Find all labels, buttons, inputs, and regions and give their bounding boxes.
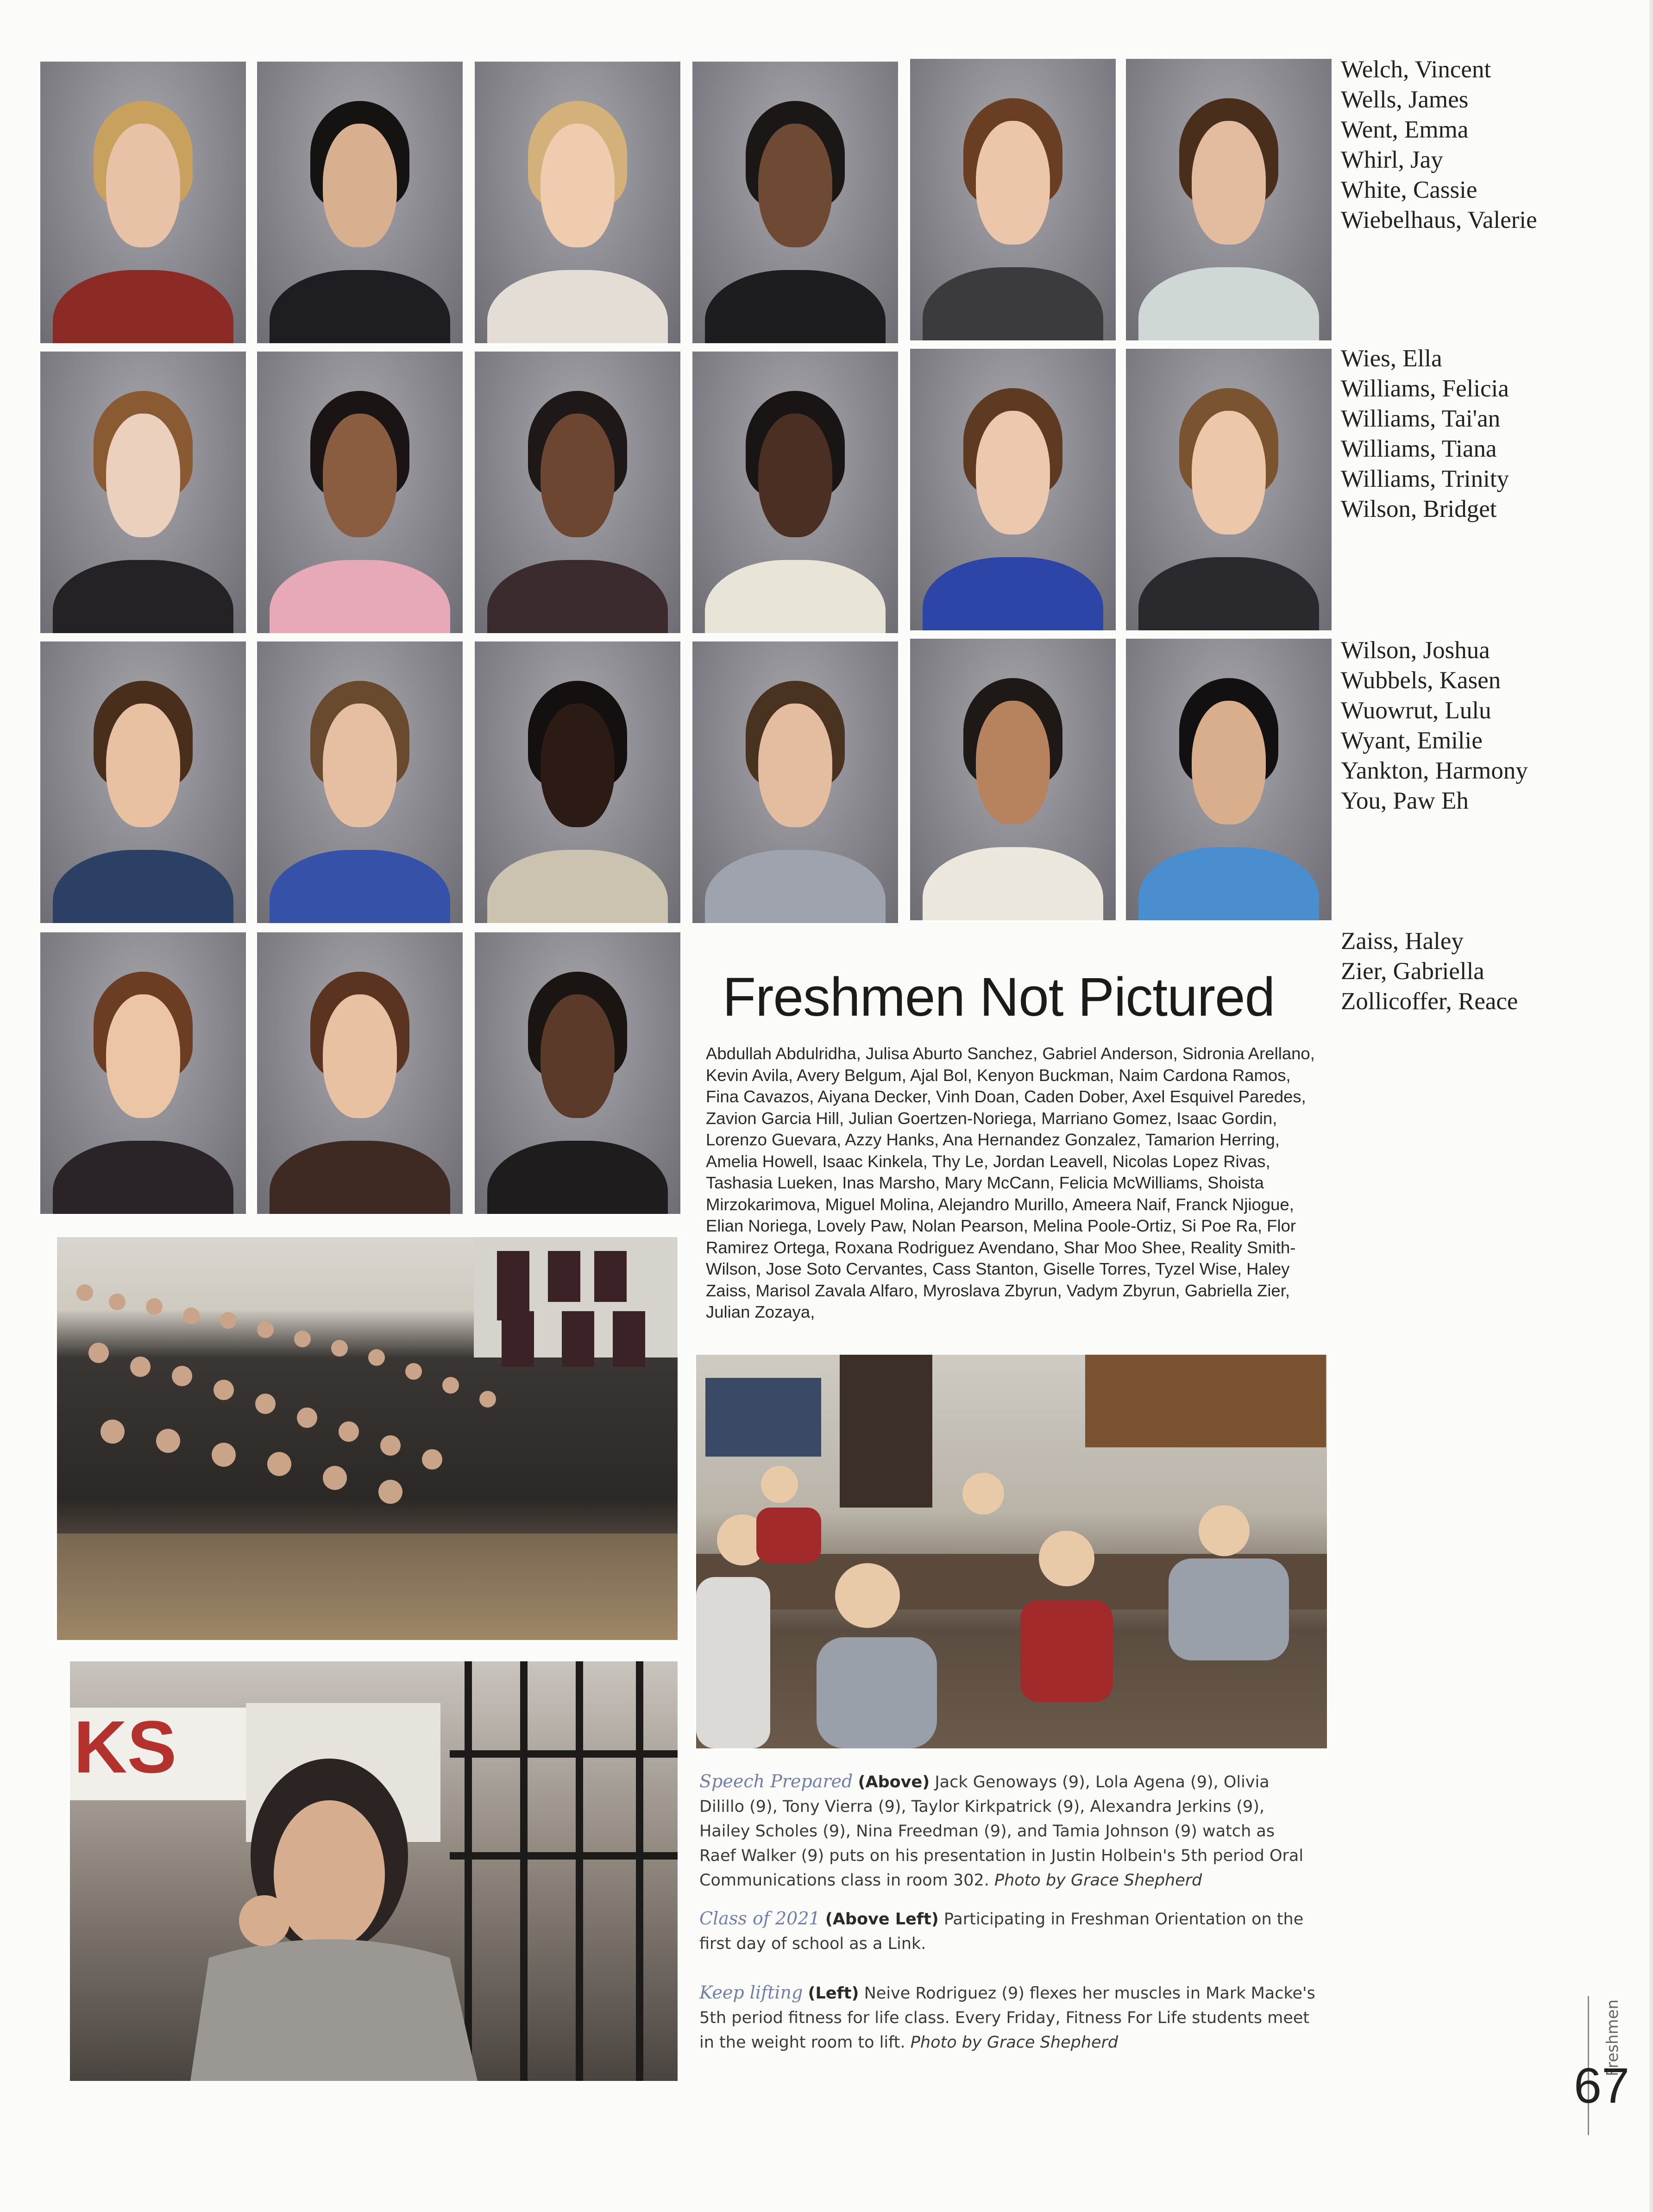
section-tab: Freshmen xyxy=(1603,1999,1622,2077)
student-name: Williams, Trinity xyxy=(1341,465,1509,492)
portrait-shoulders xyxy=(53,1141,234,1215)
student-name: Went, Emma xyxy=(1341,116,1469,143)
portrait-shoulders xyxy=(923,557,1104,632)
portrait-shoulders xyxy=(923,847,1104,922)
student-name: Williams, Felicia xyxy=(1341,375,1509,402)
student-portrait xyxy=(473,60,682,345)
portrait-face xyxy=(323,704,397,828)
portrait-shoulders xyxy=(53,270,234,345)
student-portrait xyxy=(691,60,899,345)
portrait-face xyxy=(758,704,832,828)
portrait-face xyxy=(541,414,615,538)
student-portrait xyxy=(39,931,247,1215)
student-name: Wubbels, Kasen xyxy=(1341,667,1501,694)
caption-direction: (Above Left) xyxy=(825,1910,939,1929)
caption-kicker: Keep lifting xyxy=(699,1982,803,2003)
student-name: Zollicoffer, Reace xyxy=(1341,988,1518,1015)
student-name: Yankton, Harmony xyxy=(1341,757,1528,784)
gym-sign: KS xyxy=(74,1705,177,1788)
student-portrait xyxy=(256,931,464,1215)
portrait-shoulders xyxy=(1138,847,1320,922)
portrait-face xyxy=(1192,121,1266,245)
portrait-face xyxy=(758,414,832,538)
portrait-shoulders xyxy=(270,560,451,635)
student-portrait xyxy=(256,60,464,345)
student-name: Wilson, Bridget xyxy=(1341,496,1497,522)
portrait-face xyxy=(758,124,832,248)
student-name: Wyant, Emilie xyxy=(1341,727,1483,754)
portrait-shoulders xyxy=(487,850,668,924)
student-name: Williams, Tiana xyxy=(1341,435,1497,462)
student-portrait xyxy=(1125,57,1333,342)
caption-kicker: Class of 2021 xyxy=(699,1908,820,1929)
caption-direction: (Left) xyxy=(808,1984,859,2003)
student-portrait xyxy=(473,640,682,924)
portrait-face xyxy=(106,124,180,248)
student-portrait xyxy=(39,640,247,924)
classroom-photo xyxy=(695,1353,1328,1750)
portrait-shoulders xyxy=(923,267,1104,342)
not-pictured-list: Abdullah Abdulridha, Julisa Aburto Sanchez, Gabriel Anderson, Sidronia Arellano, Kevin Avila, Avery Belgum, Ajal Bol, Kenyon Buckman, Naim Cardona Ramos, Fina Cavazos, Aiyana Decker, Vinh Doan, Caden Dober, Axel Esquivel Paredes, Zavion Garcia Hill, Julian Goertzen-Noriega, Marriano Gomez, Isaac Gordin, Lorenzo Guevara, Azzy Hanks, Ana Hernandez Gonzalez, Tamarion Herring, Amelia Howell, Isaac Kinkela, Thy Le, Jordan Leavell, Nicolas Lopez Rivas, Tashasia Lueken, Inas Marsho, Mary McCann, Felicia McWilliams, Shoista Mirzokarimova, Miguel Molina, Alejandro Murillo, Ameera Naif, Franck Njiogue, Elian Noriega, Lovely Paw, Nolan Pearson, Melina Poole-Ortiz, Si Poe Ra, Flor Ramirez Ortega, Roxana Rodriguez Avendano, Shar Moo Shee, Reality Smith-Wilson, Jose Soto Cervantes, Cass Stanton, Giselle Torres, Tyzel Wise, Haley Zaiss, Marisol Zavala Alfaro, Myroslava Zbyrun, Vadym Zbyrun, Gabriella Zier, Julian Zozaya, xyxy=(706,1044,1315,1321)
classroom-illustration xyxy=(696,1355,1327,1748)
portrait-shoulders xyxy=(53,850,234,924)
student-name: Wilson, Joshua xyxy=(1341,637,1490,664)
portrait-face xyxy=(1192,701,1266,825)
student-portrait xyxy=(39,60,247,345)
student-portrait xyxy=(473,350,682,635)
portrait-shoulders xyxy=(270,1141,451,1215)
student-name: Wells, James xyxy=(1341,86,1469,113)
weight-room-photo xyxy=(69,1660,679,2082)
caption-speech xyxy=(699,1769,1315,1893)
student-name: Zaiss, Haley xyxy=(1341,928,1464,955)
portrait-face xyxy=(976,121,1050,245)
portrait-face xyxy=(323,414,397,538)
student-portrait xyxy=(909,347,1117,632)
student-portrait xyxy=(473,931,682,1215)
portrait-shoulders xyxy=(270,850,451,924)
name-list-row-4 xyxy=(1341,926,1637,1017)
portrait-face xyxy=(976,701,1050,825)
caption-kicker: Speech Prepared xyxy=(699,1771,853,1791)
student-portrait xyxy=(691,350,899,635)
portrait-shoulders xyxy=(487,270,668,345)
portrait-shoulders xyxy=(1138,557,1320,632)
portrait-face xyxy=(106,994,180,1119)
caption-text: Jack Genoways (9), Lola Agena (9), Olivia Dilillo (9), Tony Vierra (9), Taylor Kirkpatrick (9), Alexandra Jerkins (9), Hailey Scholes (9), Nina Freedman (9), and Tamia Johnson (9) watch as Raef Walker (9) puts on his presentation in Justin Holbein's 5th period Oral Communications class in room 302. xyxy=(699,1773,1304,1890)
portrait-face xyxy=(106,704,180,828)
portrait-shoulders xyxy=(705,270,886,345)
student-portrait xyxy=(909,57,1117,342)
caption-keep-lifting xyxy=(699,1980,1315,2055)
caption-text: Neive Rodriguez (9) flexes her muscles in Mark Macke's 5th period fitness for life class. Every Friday, Fitness For Life students meet in the weight room to lift. xyxy=(699,1984,1315,2052)
student-portrait xyxy=(691,640,899,924)
name-list-row-3 xyxy=(1341,635,1637,816)
portrait-face xyxy=(1192,411,1266,535)
caption-direction: (Above) xyxy=(858,1773,930,1791)
name-list-row-1 xyxy=(1341,55,1637,235)
caption-class-2021 xyxy=(699,1906,1315,1956)
student-portrait xyxy=(1125,347,1333,632)
portrait-face xyxy=(323,994,397,1119)
student-name: You, Paw Eh xyxy=(1341,787,1469,814)
portrait-shoulders xyxy=(487,560,668,635)
name-list-row-2 xyxy=(1341,344,1637,524)
student-name: Welch, Vincent xyxy=(1341,56,1491,83)
portrait-shoulders xyxy=(270,270,451,345)
portrait-face xyxy=(541,704,615,828)
portrait-shoulders xyxy=(487,1141,668,1215)
portrait-face xyxy=(106,414,180,538)
portrait-face xyxy=(976,411,1050,535)
student-portrait xyxy=(256,640,464,924)
student-portrait xyxy=(39,350,247,635)
portrait-face xyxy=(541,994,615,1119)
student-portrait xyxy=(909,637,1117,922)
not-pictured-title: Freshmen Not Pictured xyxy=(723,967,1275,1028)
student-portrait xyxy=(256,350,464,635)
student-name: Wies, Ella xyxy=(1341,345,1442,372)
photo-credit: Photo by Grace Shepherd xyxy=(910,2033,1119,2052)
portrait-face xyxy=(323,124,397,248)
portrait-shoulders xyxy=(1138,267,1320,342)
page-number: 67 xyxy=(1574,2057,1630,2113)
student-name: Williams, Tai'an xyxy=(1341,405,1501,432)
portrait-shoulders xyxy=(53,560,234,635)
student-name: Wiebelhaus, Valerie xyxy=(1341,207,1537,233)
portrait-shoulders xyxy=(705,850,886,924)
assembly-photo xyxy=(56,1236,679,1641)
student-name: White, Cassie xyxy=(1341,176,1477,203)
student-name: Whirl, Jay xyxy=(1341,146,1443,173)
student-portrait xyxy=(1125,637,1333,922)
portrait-shoulders xyxy=(705,560,886,635)
caption-text: Participating in Freshman Orientation on the first day of school as a Link. xyxy=(699,1910,1304,1953)
assembly-crowd-illustration xyxy=(57,1237,678,1640)
portrait-face xyxy=(541,124,615,248)
student-name: Zier, Gabriella xyxy=(1341,958,1484,985)
student-name: Wuowrut, Lulu xyxy=(1341,697,1491,724)
weight-room-illustration xyxy=(70,1661,678,2081)
photo-credit: Photo by Grace Shepherd xyxy=(994,1871,1202,1890)
